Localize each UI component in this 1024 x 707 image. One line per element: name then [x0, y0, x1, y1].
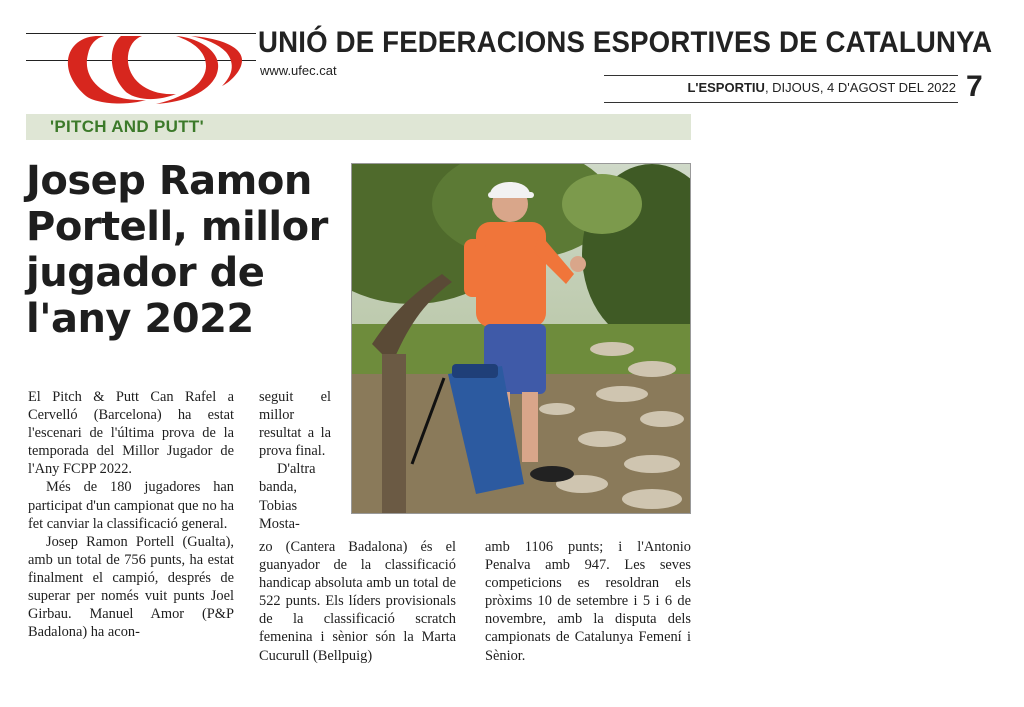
- website-link[interactable]: www.ufec.cat: [260, 63, 337, 78]
- ufec-logo-icon: [26, 30, 258, 106]
- paragraph-champion: Josep Ramon Portell (Gualta), amb un total de 756 punts, ha estat finalment el campió, després de superar per només vuit punts Joel Girbau. Manuel Amor (P&P Badalona) ha acon-: [28, 533, 234, 641]
- article-column-2-top: [259, 388, 331, 533]
- article-column-2-bottom: [259, 538, 456, 665]
- article-column-3: [485, 538, 691, 665]
- paragraph-other-side: D'altra banda, Tobias Mosta-: [259, 461, 316, 532]
- paragraph-participants: Més de 180 jugadores han participat d'un campionat que no ha fet canviar la classificació general.: [28, 479, 234, 532]
- paragraph-continuation: seguit el millor resultat a la prova final.: [259, 389, 331, 460]
- paragraph-next-competitions: amb 1106 punts; i l'Antonio Penalva amb 947. Les seves competicions es resoldran els pròxims 10 de setembre i 5 i 6 de novembre, amb la disputa dels campionats de Catalunya Femení i Sènior.: [485, 539, 691, 664]
- article-headline: Josep Ramon Portell, millor jugador de l'any 2022: [26, 158, 328, 342]
- dateline: [687, 80, 956, 95]
- paragraph-handicap: zo (Cantera Badalona) és el guanyador de la classificació handicap absoluta amb un total de 522 punts. Els líders provisionals de la classificació scratch femenina i sènior són la Marta Cucurull (Bellpuig): [259, 539, 456, 664]
- page-number: 7: [966, 70, 983, 103]
- dateline-rule-bottom: [604, 102, 958, 103]
- section-label: 'PITCH AND PUTT': [50, 117, 204, 136]
- paragraph-intro: El Pitch & Putt Can Rafel a Cervelló (Barcelona) ha estat l'escenari de l'última prova de la temporada del Millor Jugador de l'Any FCPP 2022.: [28, 389, 234, 478]
- organization-name: UNIÓ DE FEDERACIONS ESPORTIVES DE CATALUNYA: [258, 26, 993, 59]
- publication-name: L'ESPORTIU: [687, 80, 765, 95]
- golfer-photo: [351, 163, 691, 514]
- publication-date: , DIJOUS, 4 D'AGOST DEL 2022: [764, 80, 956, 95]
- article-column-1: [28, 388, 234, 641]
- dateline-rule-top: [604, 75, 958, 76]
